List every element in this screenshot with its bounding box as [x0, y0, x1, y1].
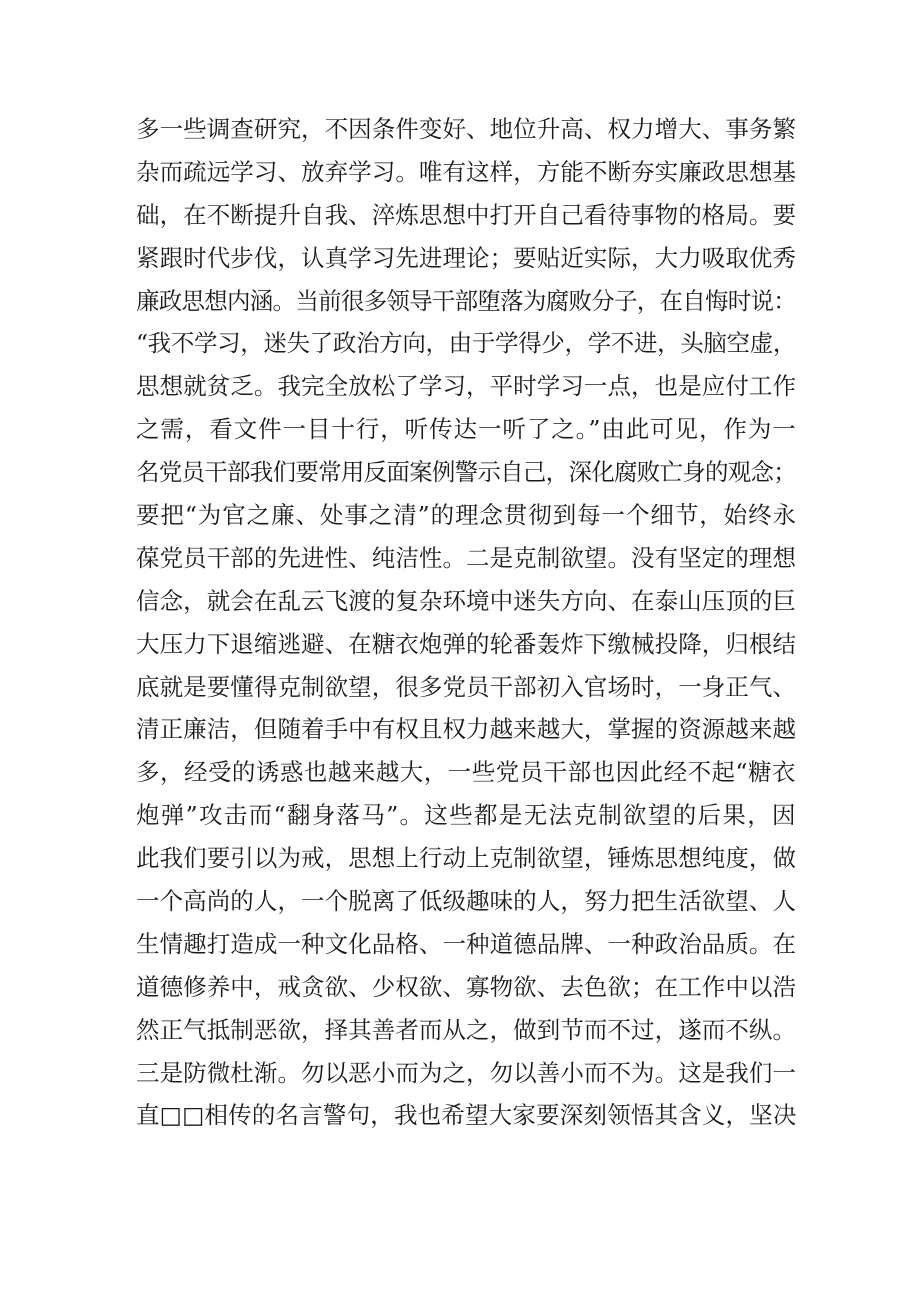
text-line: 多一些调查研究，不因条件变好、地位升高、权力增大、事务繁: [136, 115, 797, 143]
text-line: 思想就贫乏。我完全放松了学习，平时学习一点，也是应付工作: [136, 372, 797, 401]
text-line: 紧跟时代步伐，认真学习先进理论；要贴近实际，大力吸取优秀: [136, 243, 797, 272]
body-text: [136, 108, 796, 1137]
text-line: 直□□相传的名言警句，我也希望大家要深刻领悟其含义，坚决: [136, 1101, 797, 1130]
text-line: 底就是要懂得克制欲望，很多党员干部初入官场时，一身正气、: [136, 672, 797, 701]
text-line: 之需，看文件一目十行，听传达一听了之。”由此可见，作为一: [136, 415, 797, 444]
text-line: 名党员干部我们要常用反面案例警示自己，深化腐败亡身的观念；: [136, 458, 796, 487]
text-line: 炮弹”攻击而“翻身落马”。这些都是无法克制欲望的后果，因: [136, 801, 797, 830]
text-line: 杂而疏远学习、放弃学习。唯有这样，方能不断夯实廉政思想基: [136, 157, 797, 186]
text-line: 一个高尚的人，一个脱离了低级趣味的人，努力把生活欲望、人: [136, 887, 797, 916]
text-line: 道德修养中，戒贪欲、少权欲、寡物欲、去色欲；在工作中以浩: [136, 972, 797, 1001]
text-line: 础，在不断提升自我、淬炼思想中打开自己看待事物的格局。要: [136, 200, 797, 229]
text-line: 然正气抵制恶欲，择其善者而从之，做到节而不过，遂而不纵。: [136, 1015, 797, 1044]
text-line: 信念，就会在乱云飞渡的复杂环境中迷失方向、在泰山压顶的巨: [136, 586, 797, 615]
text-line: 清正廉洁，但随着手中有权且权力越来越大，掌握的资源越来越: [136, 715, 797, 744]
text-line: 要把“为官之廉、处事之清”的理念贯彻到每一个细节，始终永: [136, 501, 797, 530]
text-line: 廉政思想内涵。当前很多领导干部堕落为腐败分子，在自悔时说：: [136, 286, 796, 315]
text-line: 此我们要引以为戒，思想上行动上克制欲望，锤炼思想纯度，做: [136, 844, 797, 873]
text-line: 生情趣打造成一种文化品格、一种道德品牌、一种政治品质。在: [136, 929, 797, 958]
text-line: “我不学习，迷失了政治方向，由于学得少，学不进，头脑空虚，: [136, 329, 796, 358]
text-line: 多，经受的诱惑也越来越大，一些党员干部也因此经不起“糖衣: [136, 758, 796, 787]
text-line: 三是防微杜渐。勿以恶小而为之，勿以善小而不为。这是我们一: [136, 1058, 797, 1087]
text-line: 大压力下退缩逃避、在糖衣炮弹的轮番轰炸下缴械投降，归根结: [136, 629, 797, 658]
text-line: 葆党员干部的先进性、纯洁性。二是克制欲望。没有坚定的理想: [136, 543, 797, 572]
